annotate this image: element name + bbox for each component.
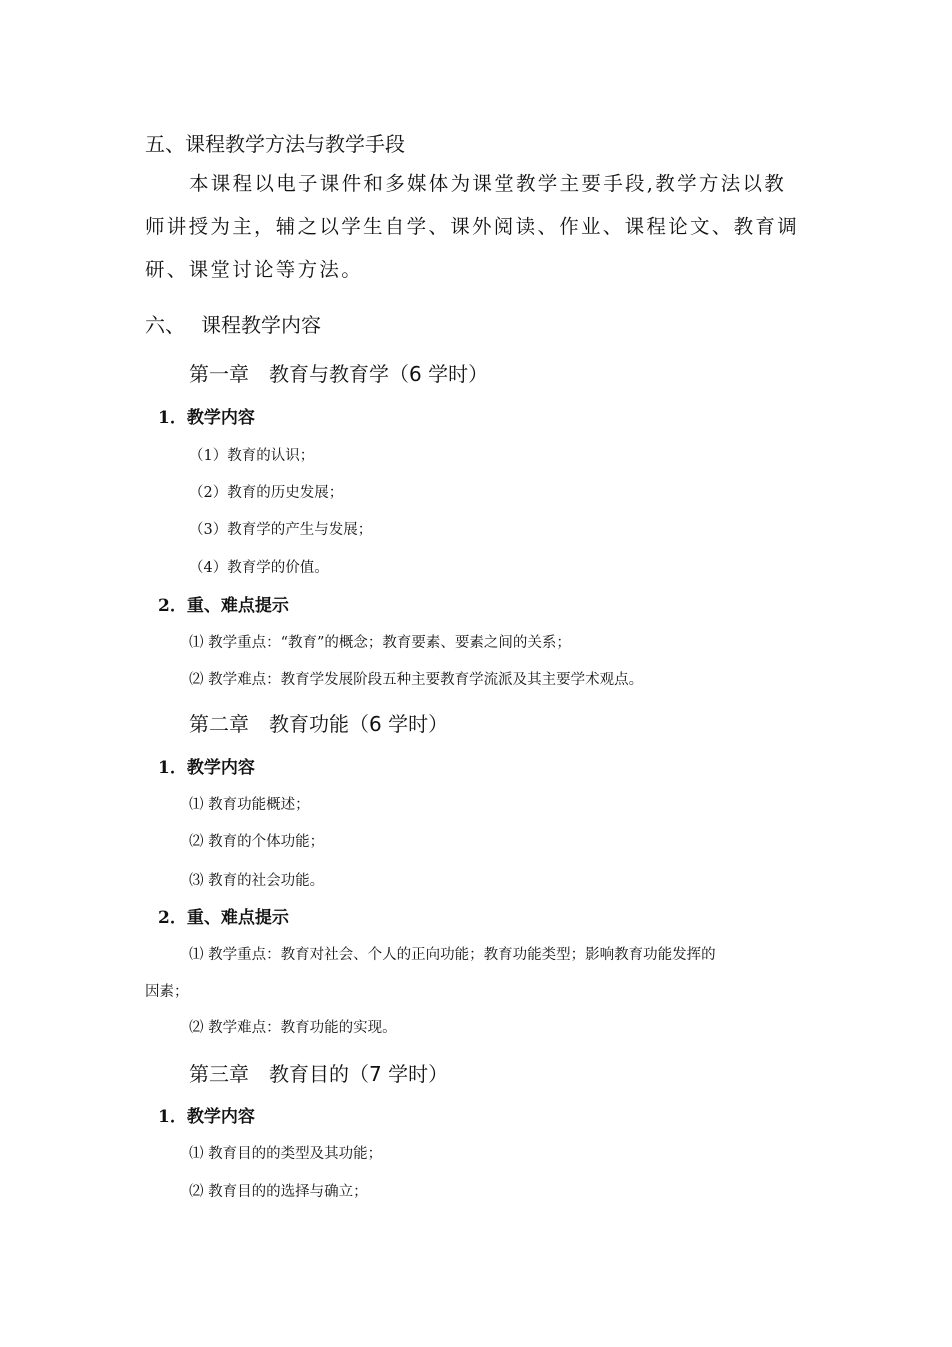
chapter-1-title: 第一章 教育与教育学（6 学时） (189, 362, 489, 386)
chapter-1-content-heading: 1．教学内容 (158, 408, 255, 428)
section-5-paragraph-line-1: 本课程以电子课件和多媒体为课堂教学主要手段,教学方法以教 (189, 172, 787, 195)
section-5-paragraph-line-3: 研、课堂讨论等方法。 (145, 258, 364, 281)
chapter-2-key-points-heading: 2．重、难点提示 (158, 908, 289, 928)
chapter-2-key-point-line-2: 因素； (145, 984, 189, 1000)
chapter-3-content-item: ⑵ 教育目的的选择与确立； (189, 1184, 368, 1200)
chapter-2-key-point-line-1: ⑴ 教学重点：教育对社会、个人的正向功能；教育功能类型；影响教育功能发挥的 (189, 947, 716, 963)
chapter-1-key-points-heading: 2．重、难点提示 (158, 596, 289, 616)
chapter-1-key-point: ⑴ 教学重点：“教育”的概念；教育要素、要素之间的关系； (189, 635, 571, 651)
chapter-2-key-point: ⑵ 教学难点：教育功能的实现。 (189, 1020, 397, 1036)
chapter-2-content-item: ⑴ 教育功能概述； (189, 797, 310, 813)
chapter-2-content-heading: 1．教学内容 (158, 758, 255, 778)
chapter-3-title: 第三章 教育目的（7 学时） (189, 1062, 449, 1086)
chapter-2-title: 第二章 教育功能（6 学时） (189, 712, 449, 736)
section-6-heading-number: 六、 (145, 313, 185, 337)
section-5-paragraph-line-2: 师讲授为主，辅之以学生自学、课外阅读、作业、课程论文、教育调 (145, 215, 800, 238)
chapter-3-content-heading: 1．教学内容 (158, 1107, 255, 1127)
chapter-1-key-point: ⑵ 教学难点：教育学发展阶段五种主要教育学流派及其主要学术观点。 (189, 672, 644, 688)
chapter-1-content-item: （4）教育学的价值。 (189, 560, 329, 576)
chapter-2-content-item: ⑵ 教育的个体功能； (189, 834, 325, 850)
section-6-heading: 课程教学内容 (201, 313, 321, 337)
chapter-1-content-item: （3）教育学的产生与发展； (189, 522, 373, 538)
chapter-1-content-item: （2）教育的历史发展； (189, 485, 344, 501)
chapter-1-content-item: （1）教育的认识； (189, 448, 315, 464)
chapter-3-content-item: ⑴ 教育目的的类型及其功能； (189, 1146, 383, 1162)
chapter-2-content-item: ⑶ 教育的社会功能。 (189, 873, 325, 889)
section-5-heading: 五、课程教学方法与教学手段 (145, 132, 405, 156)
